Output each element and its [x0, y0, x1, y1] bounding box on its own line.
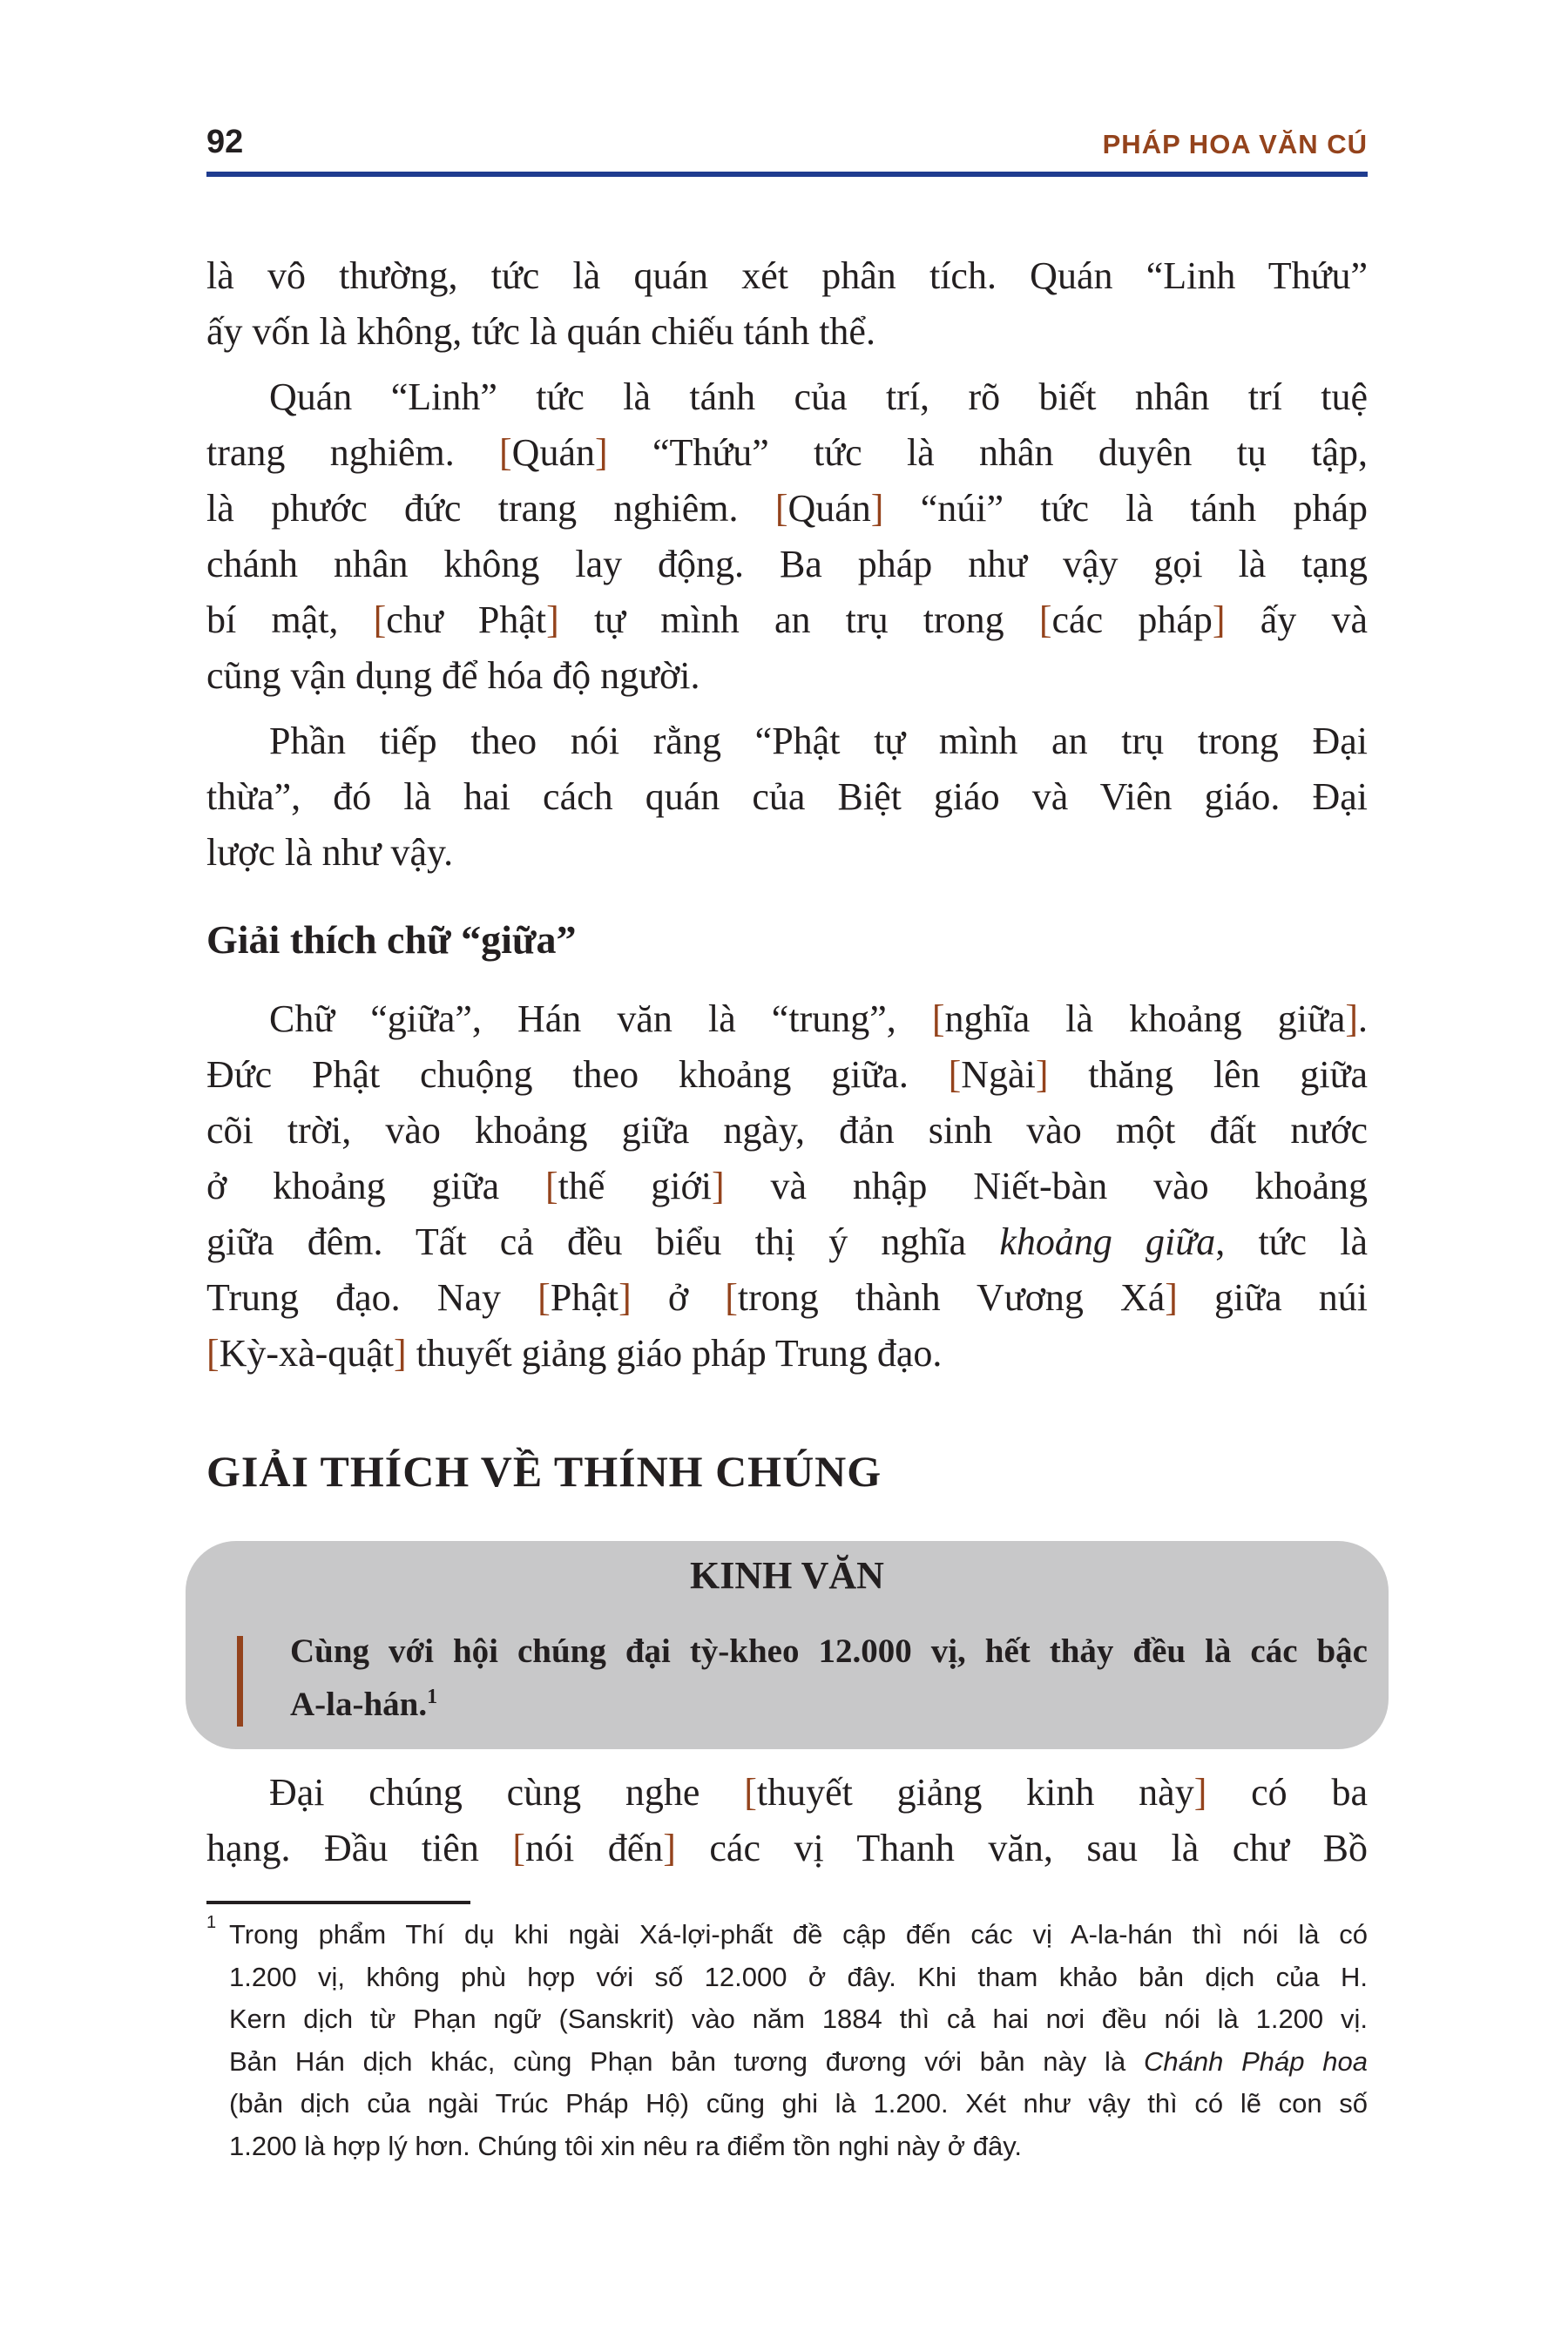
- footnote-ref[interactable]: 1: [427, 1686, 438, 1708]
- text-run: hạng. Đầu tiên: [206, 1827, 513, 1869]
- text-line: [206, 304, 1368, 360]
- bracket: ]: [594, 431, 608, 474]
- bracket: ]: [711, 1165, 725, 1207]
- footnote-line: [206, 1914, 1368, 1957]
- text-run: Kern dịch từ Phạn ngữ (Sanskrit) vào năm 1884 thì cả hai nơi đều nói là 1.200 vị.: [229, 2004, 1368, 2034]
- text-line: [206, 1047, 1368, 1103]
- sutra-line-text: A-la-hán.: [290, 1686, 428, 1723]
- text-run: trang nghiêm.: [206, 431, 500, 474]
- text-run: chánh nhân không lay động. Ba pháp như vậy gọi là tạng: [206, 543, 1368, 585]
- footnote-line: [206, 2126, 1368, 2168]
- footnote-line: [206, 2083, 1368, 2126]
- text-run: là phước đức trang nghiêm.: [206, 487, 775, 530]
- text-line: [206, 769, 1368, 825]
- text-run: các pháp: [1051, 598, 1213, 641]
- text-run: giữa đêm. Tất cả đều biểu thị ý nghĩa: [206, 1220, 1000, 1263]
- text-run: “Thứu” tức là nhân duyên tụ tập,: [607, 431, 1368, 474]
- header-rule: [206, 172, 1368, 177]
- bracket: ]: [870, 487, 884, 530]
- text-line: [206, 825, 1368, 881]
- bracket: ]: [1212, 598, 1226, 641]
- sutra-line: [290, 1678, 1368, 1731]
- bracket: [: [931, 997, 945, 1040]
- text-run: Phật: [550, 1276, 619, 1319]
- text-run: chư Phật: [386, 598, 547, 641]
- text-run: các vị Thanh văn, sau là chư Bồ: [675, 1827, 1369, 1869]
- bracket: ]: [618, 1276, 632, 1319]
- text-run: ở khoảng giữa: [206, 1165, 545, 1207]
- footnote-mark: 1: [206, 1913, 217, 1932]
- bracket: ]: [546, 598, 559, 641]
- sutra-text: [290, 1625, 1368, 1731]
- bracket: ]: [394, 1332, 407, 1375]
- text-line: [206, 248, 1368, 304]
- text-run: cũng vận dụng để hóa độ người.: [206, 654, 700, 697]
- text-line: [206, 369, 1368, 425]
- text-run: thăng lên giữa: [1048, 1053, 1368, 1096]
- bracket: [: [537, 1276, 551, 1319]
- text-line: [206, 1821, 1368, 1876]
- sutra-box: [186, 1541, 1389, 1749]
- bracket: [: [206, 1332, 220, 1375]
- text-line: [206, 537, 1368, 592]
- page-number: 92: [206, 124, 244, 160]
- text-line: [206, 481, 1368, 537]
- text-run: .: [1358, 997, 1368, 1040]
- text-run: 1.200 vị, không phù hợp với số 12.000 ở đây. Khi tham khảo bản dịch của H.: [229, 1961, 1368, 1992]
- paragraph: [206, 1765, 1368, 1876]
- text-run: thuyết giảng giáo pháp Trung đạo.: [406, 1332, 943, 1375]
- body-text-top: [206, 248, 1368, 890]
- text-run: Trung đạo. Nay: [206, 1276, 538, 1319]
- paragraph: [206, 369, 1368, 704]
- text-line: [206, 425, 1368, 481]
- text-line: [206, 1326, 1368, 1382]
- text-run: Chữ “giữa”, Hán văn là “trung”,: [269, 997, 932, 1040]
- text-run: ở: [631, 1276, 726, 1319]
- text-run: Kỳ-xà-quật: [219, 1332, 395, 1375]
- text-run: có ba: [1206, 1771, 1368, 1814]
- text-run: thuyết giảng kinh này: [756, 1771, 1194, 1814]
- bracket: [: [744, 1771, 757, 1814]
- text-run: Phần tiếp theo nói rằng “Phật tự mình an trụ trong Đại: [269, 720, 1368, 762]
- paragraph: [206, 991, 1368, 1382]
- text-run: ấy vốn là không, tức là quán chiếu tánh thể.: [206, 310, 875, 353]
- paragraph: [206, 248, 1368, 360]
- text-line: [206, 1214, 1368, 1270]
- footnote-line: [206, 1998, 1368, 2041]
- bracket: ]: [1165, 1276, 1178, 1319]
- bracket: [: [499, 431, 512, 474]
- text-line: [206, 648, 1368, 704]
- footnote-line: [206, 1957, 1368, 1999]
- text-run: bí mật,: [206, 598, 374, 641]
- text-run: thừa”, đó là hai cách quán của Biệt giáo và Viên giáo. Đại: [206, 775, 1368, 818]
- text-line: [206, 1765, 1368, 1821]
- text-run: Bản Hán dịch khác, cùng Phạn bản tương đương với bản này là: [229, 2045, 1144, 2077]
- text-line: [206, 991, 1368, 1047]
- sutra-line: Cùng với hội chúng đại tỳ-kheo 12.000 vị, hết thảy đều là các bậc: [290, 1632, 1368, 1670]
- text-line: [206, 1159, 1368, 1214]
- text-run: (bản dịch của ngài Trúc Pháp Hộ) cũng ghi là 1.200. Xét như vậy thì có lẽ con số: [229, 2088, 1368, 2119]
- text-run: Đức Phật chuộng theo khoảng giữa.: [206, 1053, 949, 1096]
- text-run: Chánh Pháp hoa: [1143, 2045, 1368, 2077]
- text-run: Ngài: [961, 1053, 1036, 1096]
- text-run: nghĩa là khoảng giữa: [944, 997, 1346, 1040]
- footnote: [206, 1914, 1368, 2167]
- text-run: 1.200 là hợp lý hơn. Chúng tôi xin nêu ra điểm tồn nghi này ở đây.: [229, 2130, 1023, 2161]
- bracket: [: [948, 1053, 962, 1096]
- bracket: [: [725, 1276, 738, 1319]
- text-run: và nhập Niết-bàn vào khoảng: [724, 1165, 1368, 1207]
- body-text-middle: [206, 991, 1368, 1391]
- bracket: [: [373, 598, 387, 641]
- text-run: Quán: [787, 487, 871, 530]
- text-run: tự mình an trụ trong: [558, 598, 1039, 641]
- bracket: [: [544, 1165, 558, 1207]
- text-run: thế giới: [558, 1165, 712, 1207]
- text-run: Trong phẩm Thí dụ khi ngài Xá-lợi-phất đề cập đến các vị A-la-hán thì nói là có: [229, 1919, 1368, 1950]
- text-run: Đại chúng cùng nghe: [269, 1771, 745, 1814]
- bracket: [: [512, 1827, 525, 1869]
- text-run: nói đến: [524, 1827, 664, 1869]
- bracket: ]: [663, 1827, 676, 1869]
- text-run: , tức là: [1215, 1220, 1368, 1263]
- text-run: giữa núi: [1177, 1276, 1368, 1319]
- sutra-box-title: KINH VĂN: [690, 1554, 884, 1597]
- running-title: PHÁP HOA VĂN CÚ: [1102, 129, 1368, 159]
- text-run: Quán: [511, 431, 595, 474]
- bracket: ]: [1345, 997, 1358, 1040]
- text-line: [206, 1103, 1368, 1159]
- body-text-bottom: [206, 1765, 1368, 1886]
- footnote-line: [206, 2041, 1368, 2084]
- text-run: cõi trời, vào khoảng giữa ngày, đản sinh vào một đất nước: [206, 1109, 1368, 1152]
- sutra-accent-bar: [237, 1636, 243, 1727]
- bracket: ]: [1193, 1771, 1207, 1814]
- text-line: [206, 592, 1368, 648]
- bracket: [: [1038, 598, 1052, 641]
- text-run: khoảng giữa: [999, 1220, 1216, 1263]
- text-run: ấy và: [1225, 598, 1369, 641]
- text-line: [206, 713, 1368, 769]
- bracket: ]: [1035, 1053, 1049, 1096]
- text-run: “núi” tức là tánh pháp: [883, 487, 1368, 530]
- text-run: lược là như vậy.: [206, 831, 454, 874]
- subheading: Giải thích chữ “giữa”: [206, 917, 577, 962]
- text-run: trong thành Vương Xá: [737, 1276, 1166, 1319]
- text-line: [206, 1270, 1368, 1326]
- text-run: là vô thường, tức là quán xét phân tích. Quán “Linh Thứu”: [206, 254, 1368, 297]
- section-heading: GIẢI THÍCH VỀ THÍNH CHÚNG: [206, 1447, 882, 1496]
- paragraph: [206, 713, 1368, 881]
- footnote-rule: [206, 1901, 470, 1904]
- bracket: [: [774, 487, 788, 530]
- text-run: Quán “Linh” tức là tánh của trí, rõ biết nhân trí tuệ: [269, 375, 1368, 418]
